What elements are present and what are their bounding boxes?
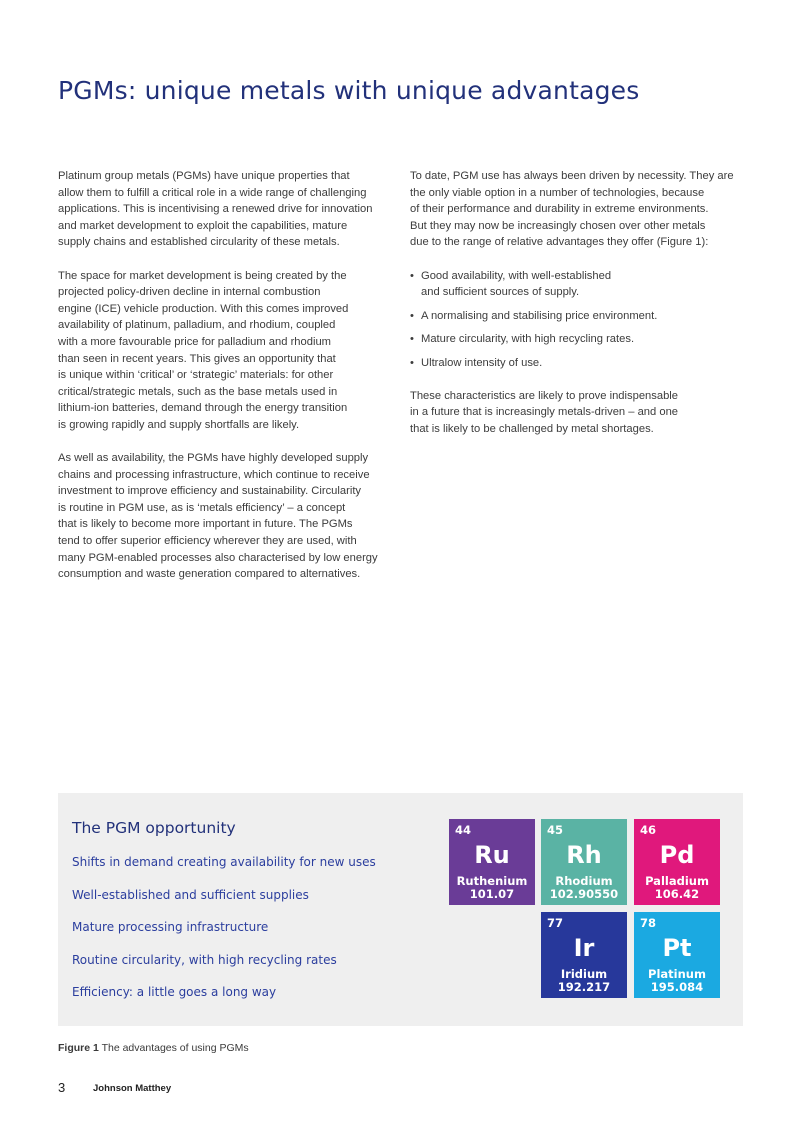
caption-label: Figure 1 [58, 1042, 99, 1054]
element-symbol: Rh [566, 841, 602, 869]
element-symbol: Ir [573, 934, 595, 962]
opportunity-item: Shifts in demand creating availability for new uses [72, 855, 376, 869]
opportunity-item: Mature processing infrastructure [72, 920, 269, 934]
atomic-mass: 195.084 [650, 980, 704, 994]
atomic-number: 45 [547, 823, 564, 837]
atomic-mass: 192.217 [557, 980, 611, 994]
intro-paragraph: Platinum group metals (PGMs) have unique properties that allow them to fulfill a critical role in a wide range of challenging applications. This is incentivising a renewed drive for innovation and market development to exploit the capabilities, mature supply chains and established circularity of these metals. [58, 170, 373, 249]
element-tile-rhodium [541, 819, 627, 905]
advantages-bullet-list [410, 268, 740, 372]
bullet-item: • A normalising and stabilising price environment. [410, 308, 740, 325]
opportunity-item: Well-established and sufficient supplies [72, 887, 309, 902]
publisher-name: Johnson Matthey [93, 1083, 172, 1094]
element-name: Ruthenium [456, 874, 528, 888]
atomic-number: 77 [547, 916, 564, 930]
opportunity-list [72, 855, 376, 1018]
left-text-column [58, 168, 388, 599]
supply-chain-paragraph: As well as availability, the PGMs have highly developed supply chains and processing infrastructure, which continue to receive investment to improve efficiency and sustainability. Circularity is routine in PGM use, as is ‘metals efficiency’ – a concept that is likely to become more important in future. The PGMs tend to offer superior efficiency wherever they are used, with many PGM-enabled processes also characterised by low energy consumption and waste generation compared to alternatives. [58, 452, 378, 581]
atomic-mass: 101.07 [469, 887, 515, 901]
element-tile-ruthenium [449, 819, 535, 905]
atomic-number: 44 [455, 823, 472, 837]
necessity-paragraph: To date, PGM use has always been driven by necessity. They are the only viable option in a number of technologies, because of their performance and durability in extreme environments. But they may now be increasingly chosen over other metals due to the range of relative advantages they offer (Figure 1): [410, 170, 734, 249]
element-name: Platinum [648, 967, 706, 981]
figure-caption [58, 1042, 249, 1054]
bullet-item: • Ultralow intensity of use. [410, 355, 740, 372]
element-symbol: Pt [662, 934, 692, 962]
element-tile-palladium [634, 819, 720, 905]
bullet-item: • Mature circularity, with high recycling rates. [410, 331, 740, 348]
page-title: PGMs: unique metals with unique advantages [58, 76, 640, 105]
panel-title: The PGM opportunity [72, 819, 236, 837]
bullet-item: • Good availability, with well-established and sufficient sources of supply. [410, 268, 740, 301]
page-number: 3 [58, 1080, 66, 1095]
market-development-paragraph: The space for market development is being created by the projected policy-driven decline in internal combustion engine (ICE) vehicle production. With this comes improved availability of platinum, palladium, and rhodium, coupled with a more favourable price for palladium and rhodium than seen in recent years. This gives an opportunity that is unique within ‘critical’ or ‘strategic’ materials: for other critical/strategic metals, such as the base metals used in lithium-ion batteries, demand through the energy transition is growing rapidly and supply shortfalls are likely. [58, 269, 349, 431]
caption-text: The advantages of using PGMs [98, 1042, 249, 1054]
atomic-mass: 106.42 [654, 887, 700, 901]
atomic-mass: 102.90550 [549, 887, 619, 901]
element-tile-iridium [541, 912, 627, 998]
element-name: Iridium [560, 967, 608, 981]
atomic-number: 46 [640, 823, 657, 837]
opportunity-item: Routine circularity, with high recycling rates [72, 952, 337, 967]
right-text-column [410, 168, 740, 454]
element-tile-platinum [634, 912, 720, 998]
element-name: Rhodium [555, 874, 613, 888]
element-symbol: Ru [474, 841, 510, 869]
pgm-opportunity-panel [58, 793, 743, 1026]
element-symbol: Pd [659, 841, 695, 869]
closing-paragraph: These characteristics are likely to prove indispensable in a future that is increasingly metals-driven – and one that is likely to be challenged by metal shortages. [410, 389, 679, 435]
element-name: Palladium [645, 874, 709, 888]
atomic-number: 78 [640, 916, 657, 930]
opportunity-item: Efficiency: a little goes a long way [72, 985, 277, 999]
